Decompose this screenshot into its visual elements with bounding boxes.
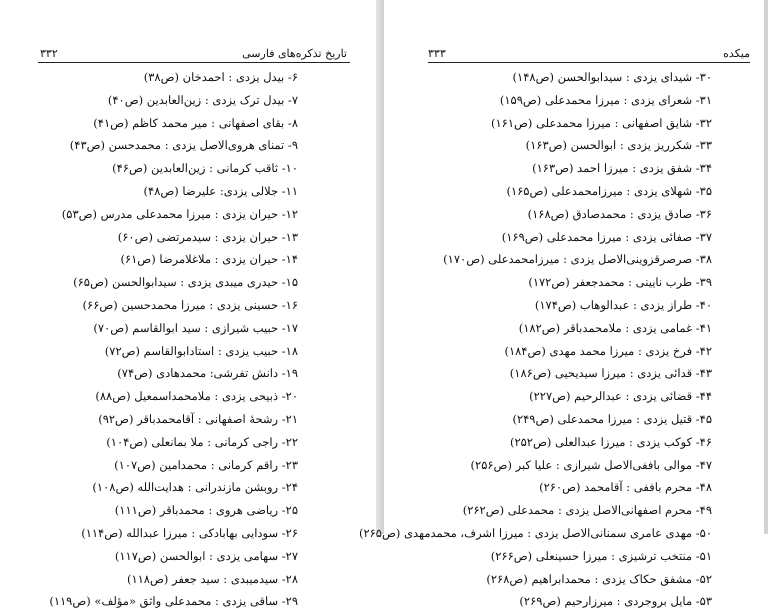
right-page bbox=[358, 0, 768, 609]
list-item: ۷- بیدل ترک یزدی : زین‌العابدین (ص۴۰) bbox=[107, 92, 298, 107]
left-header-rule bbox=[38, 62, 350, 63]
list-item: ۲۴- روبشن مازندرانی : هدایت‌الله (ص۱۰۸) bbox=[92, 480, 298, 495]
list-item: ۱۸- حبیب یزدی : استادابوالقاسم (ص۷۲) bbox=[104, 343, 298, 358]
list-item: ۱۷- حبیب شیرازی : سید ابوالقاسم (ص۷۰) bbox=[93, 320, 298, 335]
book-gutter bbox=[376, 0, 384, 534]
list-item: ۴۶- کوکب یزدی : میرزا عبدالعلی (ص۲۵۲) bbox=[509, 434, 712, 449]
list-item: ۱۲- حیران یزدی : میرزا محمدعلی مدرس (ص۵۳) bbox=[61, 206, 298, 221]
list-item: ۵۳- مایل بروجردی : میرزارحیم (ص۲۶۹) bbox=[519, 594, 712, 609]
list-item: ۲۹- ساقی یزدی : محمدعلی واثق «مؤلف» (ص۱۱۹) bbox=[49, 594, 298, 609]
list-item: ۲۵- ریاضی هروی : محمدباقر (ص۱۱۱) bbox=[114, 503, 298, 518]
list-item: ۳۰- شیدای یزدی : سیدابوالحسن (ص۱۴۸) bbox=[512, 70, 712, 84]
list-item: ۳۸- صرصرقزوینی‌الاصل یزدی : میرزامحمدعلی (ص۱۷۰) bbox=[443, 252, 712, 267]
list-item: ۱۵- حیدری میبدی یزدی : سیدابوالحسن (ص۶۵) bbox=[73, 275, 298, 290]
list-item: ۴۳- قدائی یزدی : میرزا سیدیحیی (ص۱۸۶) bbox=[509, 366, 712, 381]
list-item: ۱۳- حیران یزدی : سیدمرتضی (ص۶۰) bbox=[117, 229, 298, 244]
list-item: ۴۷- موالی باففی‌الاصل شیرازی : علیا کبر (ص۲۵۶) bbox=[470, 457, 712, 472]
right-page-header bbox=[428, 44, 750, 60]
left-running-title: تاریخ تذکره‌های فارسی bbox=[242, 47, 347, 60]
list-item: ۴۰- طراز یزدی : عبدالوهاب (ص۱۷۴) bbox=[534, 297, 712, 312]
list-item: ۱۹- دانش تفرشی: محمدهادی (ص۷۴) bbox=[117, 366, 298, 381]
right-header-rule bbox=[428, 62, 750, 63]
left-page-header bbox=[40, 44, 347, 60]
list-item: ۴۹- محرم اصفهانی‌الاصل یزدی : محمدعلی (ص۲۶۲) bbox=[462, 503, 712, 518]
list-item: ۲۰- ذبیحی یزدی : ملامحمداسمعیل (ص۸۸) bbox=[95, 389, 298, 404]
list-item: ۲۸- سیدمیبدی : سید جعفر (ص۱۱۸) bbox=[126, 571, 298, 586]
list-item: ۲۲- راجی کرمانی : ملا بمانعلی (ص۱۰۴) bbox=[106, 434, 298, 449]
list-item: ۳۲- شایق اصفهانی : میرزا محمدعلی (ص۱۶۱) bbox=[490, 115, 712, 130]
list-item: ۲۷- سهامی یزدی : ابوالحسن (ص۱۱۷) bbox=[114, 548, 298, 563]
list-item: ۱۰- ثاقب کرمانی : زین‌العابدین (ص۴۶) bbox=[112, 161, 298, 176]
left-page-number: ۳۳۲ bbox=[40, 47, 58, 60]
right-entry-list bbox=[358, 66, 712, 613]
right-edge-strip bbox=[764, 0, 768, 534]
list-item: ۳۷- صفائی یزدی : میرزا محمدعلی (ص۱۶۹) bbox=[501, 229, 712, 244]
right-running-title: میکده bbox=[723, 47, 750, 60]
list-item: ۳۵- شهلای یزدی : میرزامحمدعلی (ص۱۶۵) bbox=[506, 183, 712, 198]
list-item: ۸- بقای اصفهانی : میر محمد کاظم (ص۴۱) bbox=[93, 115, 298, 130]
left-page bbox=[0, 0, 384, 609]
right-page-number: ۳۳۳ bbox=[428, 47, 446, 60]
list-item: ۵۰- مهدی عامری سمنانی‌الاصل یزدی : میرزا اشرف، محمدمهدی (ص۲۶۵) bbox=[358, 525, 712, 540]
list-item: ۳۳- شکرریز یزدی : ابوالحسن (ص۱۶۳) bbox=[525, 138, 712, 153]
list-item: ۳۹- طرب نایینی : محمدجعفر (ص۱۷۲) bbox=[528, 275, 712, 290]
list-item: ۲۱- رشحهٔ اصفهانی : آقامحمدباقر (ص۹۲) bbox=[98, 411, 298, 426]
list-item: ۱۶- حسینی یزدی : میرزا محمدحسین (ص۶۶) bbox=[82, 297, 298, 312]
list-item: ۲۳- راقم کرمانی : محمدامین (ص۱۰۷) bbox=[114, 457, 298, 472]
list-item: ۹- تمنای هروی‌الاصل یزدی : محمدحسن (ص۴۳) bbox=[69, 138, 298, 153]
list-item: ۳۶- صادق یزدی : محمدصادق (ص۱۶۸) bbox=[527, 206, 712, 221]
list-item: ۴۸- محرم باففی : آقامحمد (ص۲۶۰) bbox=[539, 480, 712, 495]
list-item: ۴۵- قتیل یزدی : میرزا محمدعلی (ص۲۴۹) bbox=[512, 411, 712, 426]
list-item: ۵۲- مشفق حکاک یزدی : محمدابراهیم (ص۲۶۸) bbox=[486, 571, 712, 586]
list-item: ۳۱- شعرای یزدی : میرزا محمدعلی (ص۱۵۹) bbox=[499, 92, 712, 107]
list-item: ۲۶- سودایی بهابادکی : میرزا عبدالله (ص۱۱۴) bbox=[81, 525, 298, 540]
list-item: ۴۲- فرخ یزدی : میرزا محمد مهدی (ص۱۸۴) bbox=[504, 343, 712, 358]
left-entry-list bbox=[38, 66, 298, 613]
list-item: ۱۴- حیران یزدی : ملاغلامرضا (ص۶۱) bbox=[120, 252, 298, 267]
list-item: ۴۴- قضائی یزدی : عبدالرحیم (ص۲۲۷) bbox=[529, 389, 712, 404]
list-item: ۶- بیدل یزدی : احمدخان (ص۳۸) bbox=[143, 70, 298, 84]
list-item: ۴۱- غمامی یزدی : ملامحمدباقر (ص۱۸۲) bbox=[518, 320, 712, 335]
list-item: ۱۱- جلالی یزدی: علیرضا (ص۴۸) bbox=[143, 183, 298, 198]
list-item: ۵۱- منتخب ترشیزی : میرزا حسینعلی (ص۲۶۶) bbox=[490, 548, 712, 563]
list-item: ۳۴- شفق یزدی : میرزا احمد (ص۱۶۳) bbox=[532, 161, 712, 176]
